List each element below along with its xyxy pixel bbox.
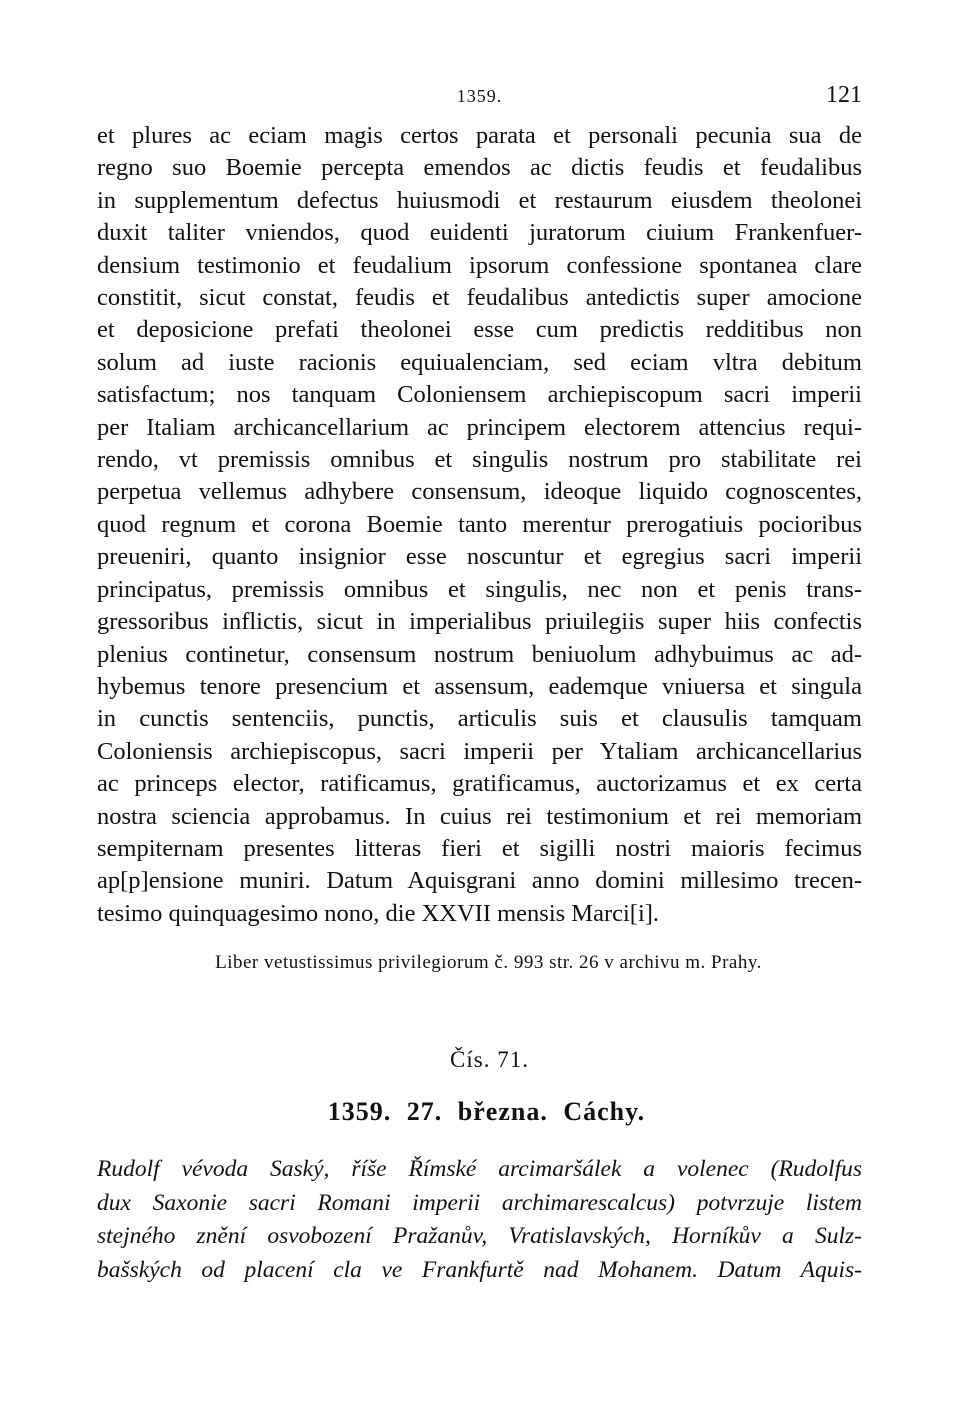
text-line: et plures ac eciam magis certos parata et personali pecunia sua de	[97, 122, 862, 149]
page-number: 121	[826, 82, 862, 108]
regest-summary	[97, 1153, 862, 1287]
text-line: regno suo Boemie percepta emendos ac dictis feudis et feudalibus	[97, 154, 862, 182]
text-line: duxit taliter vniendos, quod euidenti juratorum ciuium Frankenfuer-	[97, 219, 862, 247]
text-line: rendo, vt premissis omnibus et singulis nostrum pro stabilitate rei	[97, 446, 862, 474]
text-line: tesimo quinquagesimo nono, die XXVII mensis Marci[i].	[97, 899, 660, 927]
text-line: gressoribus inflictis, sicut in imperialibus priuilegiis super hiis confectis	[97, 608, 862, 636]
text-line: principatus, premissis omnibus et singulis, nec non et penis trans-	[97, 575, 862, 603]
regest-line: Rudolf vévoda Saský, říše Římské arcimaršálek a volenec (Rudolfus	[97, 1156, 862, 1183]
text-line: perpetua vellemus adhybere consensum, ideoque liquido cognoscentes,	[97, 478, 862, 506]
text-line: quod regnum et corona Boemie tanto merentur prerogatiuis pocioribus	[97, 510, 862, 538]
text-line: in cunctis sentenciis, punctis, articulis suis et clausulis tamquam	[97, 705, 862, 733]
text-line: constitit, sicut constat, feudis et feudalibus antedictis super amocione	[97, 284, 862, 312]
text-line: ac princeps elector, ratificamus, gratificamus, auctorizamus et ex certa	[97, 770, 862, 798]
text-line: in supplementum defectus huiusmodi et restaurum eiusdem theolonei	[97, 186, 862, 214]
text-line: Coloniensis archiepiscopus, sacri imperii per Ytaliam archicancellarius	[97, 737, 862, 765]
document-heading: 1359. 27. března. Cáchy.	[327, 1097, 646, 1127]
charter-text	[97, 120, 862, 930]
text-line: ap[p]ensione muniri. Datum Aquisgrani anno domini millesimo trecen-	[97, 867, 862, 895]
text-line: sempiternam presentes litteras fieri et sigilli nostri maioris fecimus	[97, 834, 862, 862]
book-page	[97, 80, 862, 1287]
text-line: solum ad iuste racionis equiualenciam, sed eciam vltra debitum	[97, 348, 862, 376]
text-line: satisfactum; nos tanquam Coloniensem archiepiscopum sacri imperii	[97, 381, 862, 409]
running-head-year: 1359.	[456, 86, 503, 106]
text-line: densium testimonio et feudalium ipsorum confessione spontanea clare	[97, 251, 862, 279]
text-line: per Italiam archicancellarium ac principem electorem attencius requi-	[97, 413, 862, 441]
running-head	[97, 80, 862, 120]
regest-line: bašských od placení cla ve Frankfurtě nad Mohanem. Datum Aquis-	[97, 1256, 862, 1283]
regest-line: dux Saxonie sacri Romani imperii archimarescalcus) potvrzuje listem	[97, 1189, 862, 1216]
text-line: nostra sciencia approbamus. In cuius rei testimonium et rei memoriam	[97, 802, 862, 830]
document-number: Čís. 71.	[450, 1047, 529, 1073]
source-note: Liber vetustissimus privilegiorum č. 993 str. 26 v archivu m. Prahy.	[215, 952, 762, 974]
text-line: et deposicione prefati theolonei esse cum predictis redditibus non	[97, 316, 862, 344]
text-line: preueniri, quanto insignior esse noscuntur et egregius sacri imperii	[97, 543, 862, 571]
text-line: plenius continetur, consensum nostrum beniuolum adhybuimus ac ad-	[97, 640, 862, 668]
text-line: hybemus tenore presencium et assensum, eademque vniuersa et singula	[97, 672, 862, 700]
regest-line: stejného znění osvobození Pražanův, Vratislavských, Horníkův a Sulz-	[97, 1223, 862, 1250]
